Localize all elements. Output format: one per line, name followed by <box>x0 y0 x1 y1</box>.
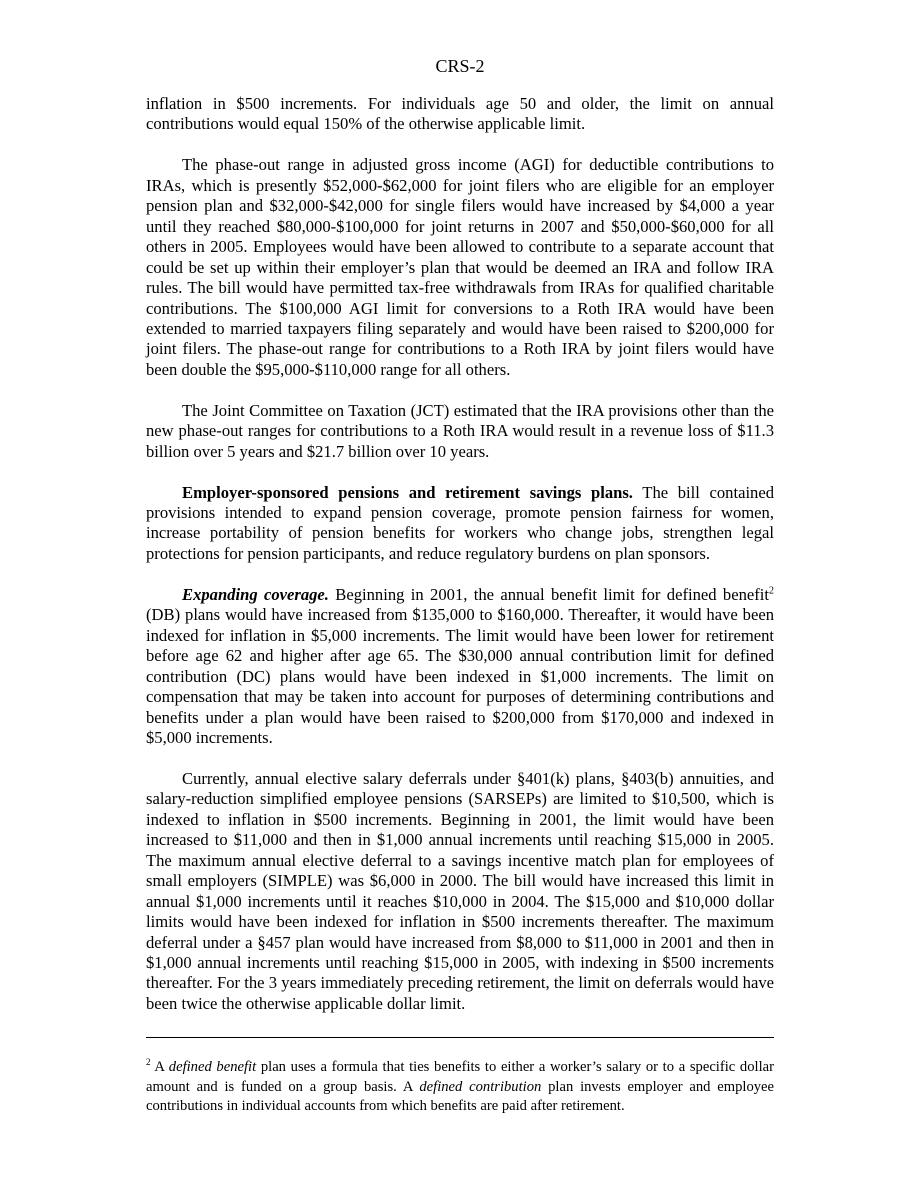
paragraph-expanding-coverage <box>146 585 774 749</box>
footnote-number: 2 <box>146 1057 151 1068</box>
section-heading-expanding-coverage: Expanding coverage. <box>182 584 329 604</box>
paragraph-elective-deferrals: Currently, annual elective salary deferrals under §401(k) plans, §403(b) annuities, and salary-reduction simplified employee pensions (SARSEPs) are limited to $10,500, which is indexed to inflation in $500 increments. Beginning in 2001, the limit would have been increased to $11,000 and then in $1,000 annual increments until reaching $15,000 in 2005. The maximum annual elective deferral to a savings incentive match plan for employees of small employers (SIMPLE) was $6,000 in 2000. The bill would have increased this limit in annual $1,000 increments until it reaches $10,000 in 2004. The $15,000 and $10,000 dollar limits would have been indexed for inflation in $500 increments thereafter. The maximum deferral under a §457 plan would have increased from $8,000 to $11,000 in 2001 and then in $1,000 annual increments until reaching $15,000 in 2005, with indexing in $500 increments thereafter. For the 3 years immediately preceding retirement, the limit on deferrals would have been twice the otherwise applicable dollar limit. <box>146 768 774 1013</box>
footnote-term-defined-contribution: defined contribution <box>419 1078 542 1095</box>
paragraph-employer-pensions <box>146 483 774 565</box>
footnote-reference[interactable]: 2 <box>769 585 774 597</box>
footnote-text-2: plan uses a formula that ties benefits to either a worker’s salary or to a specific dollar amount and is funded on a group basis. A <box>146 1059 774 1095</box>
footnote <box>146 1058 774 1117</box>
paragraph-expanding-coverage-body-b: (DB) plans would have increased from $135,000 to $160,000. Thereafter, it would have been indexed for inflation in $5,000 increments. The limit would have been lower for retirement before age 62 and higher after age 65. The $30,000 annual contribution limit for defined contribution (DC) plans would have been indexed in $1,000 increments. The limit on compensation that may be taken into account for purposes of determining contributions and benefits under a plan would have been raised to $200,000 from $170,000 and indexed in $5,000 increments. <box>146 605 774 747</box>
paragraph-ira-inflation: inflation in $500 increments. For individuals age 50 and older, the limit on annual contributions would equal 150% of the otherwise applicable limit. <box>146 94 774 134</box>
paragraph-expanding-coverage-body-a: Beginning in 2001, the annual benefit limit for defined benefit <box>328 584 769 604</box>
page-number: CRS-2 <box>435 56 485 76</box>
footnote-text-3: plan invests employer and employee contributions in individual accounts from which benefits are paid after retirement. <box>146 1078 774 1114</box>
paragraph-jct-estimate: The Joint Committee on Taxation (JCT) estimated that the IRA provisions other than the new phase-out ranges for contributions to a Roth IRA would result in a revenue loss of $11.3 billion over 5 years and $21.7 billion over 10 years. <box>146 400 774 461</box>
footnote-separator <box>146 1037 774 1038</box>
paragraph-agi-phase-out: The phase-out range in adjusted gross income (AGI) for deductible contributions to IRAs, which is presently $52,000-$62,000 for joint filers who are eligible for an employer pension plan and $32,000-$42,000 for single filers would have increased by $4,000 a year until they reached $80,000-$100,000 for joint returns in 2007 and $50,000-$60,000 for all others in 2005. Employees would have been allowed to contribute to a separate account that could be set up within their employer’s plan that would be deemed an IRA and follow IRA rules. The bill would have permitted tax-free withdrawals from IRAs for qualified charitable contributions. The $100,000 AGI limit for conversions to a Roth IRA would have been extended to married taxpayers filing separately and would have been raised to $200,000 for joint filers. The phase-out range for contributions to a Roth IRA by joint filers would have been double the $95,000-$110,000 range for all others. <box>146 155 774 379</box>
footnote-text-1: A <box>150 1059 169 1075</box>
section-heading-employer-pensions: Employer-sponsored pensions and retirement savings plans. <box>182 482 633 502</box>
paragraph-employer-pensions-body: The bill contained provisions intended to expand pension coverage, promote pension fairness for women, increase portability of pension benefits for workers who change jobs, strengthen legal protections for pension participants, and reduce regulatory burdens on plan sponsors. <box>146 482 775 563</box>
body-text <box>146 94 774 1014</box>
footnote-term-defined-benefit: defined benefit <box>168 1059 257 1075</box>
